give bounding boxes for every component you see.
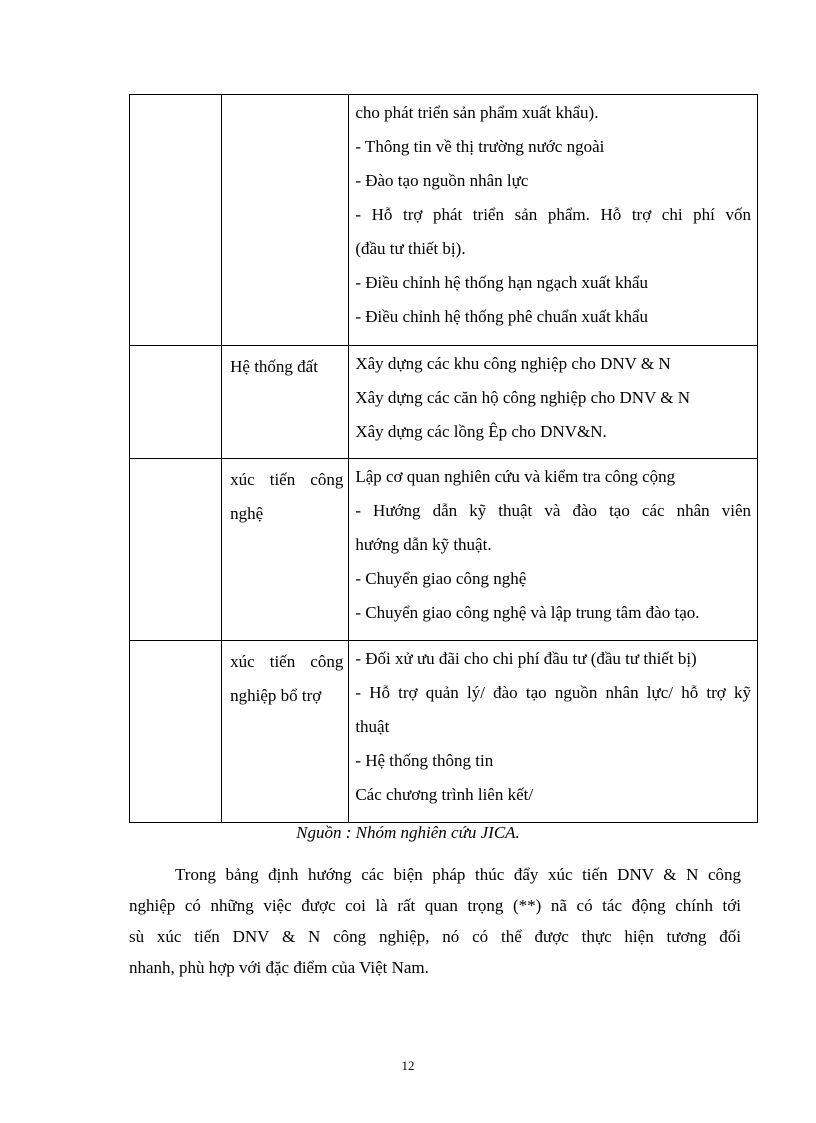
measure-line: - Đối xử ưu đãi cho chi phí đầu tư (đầu tư thiết bị) <box>355 649 697 668</box>
measure-line: Các chương trình liên kết/ <box>355 785 534 804</box>
measure-line: - Hỗ trợ phát triển sản phẩm. Hỗ trợ chi phí vốn <box>355 205 751 224</box>
measure-line: - Hỗ trợ quản lý/ đào tạo nguồn nhân lực/ hỗ trợ kỹ <box>355 683 751 702</box>
measure-line: thuật <box>355 717 390 736</box>
category-label: xúc tiến công <box>230 652 344 671</box>
measures-table <box>129 94 758 823</box>
empty-cell <box>130 95 222 346</box>
paragraph-line: Trong bảng định hướng các biện pháp thúc đẩy xúc tiến DNV & N công <box>175 865 741 884</box>
table-row <box>130 95 758 346</box>
measure-line: - Hệ thống thông tin <box>355 751 494 770</box>
empty-cell <box>130 459 222 641</box>
body-paragraph <box>129 859 741 983</box>
measure-line: Xây dựng các khu công nghiệp cho DNV & N <box>355 354 671 373</box>
category-label: Hệ thống đất <box>230 357 318 376</box>
measures-cell <box>349 95 758 346</box>
table-row <box>130 346 758 459</box>
category-label: nghệ <box>230 504 264 523</box>
paragraph-line: nghiệp có những việc được coi là rất quan trọng (**) nã có tác động chính tới <box>129 896 741 915</box>
paragraph-line: sù xúc tiến DNV & N công nghiệp, nó có thể được thực hiện tương đối <box>129 927 741 946</box>
measure-line: hướng dẫn kỹ thuật. <box>355 535 492 554</box>
measure-line: cho phát triển sản phẩm xuất khẩu). <box>355 103 599 122</box>
measure-line: - Điều chỉnh hệ thống hạn ngạch xuất khẩu <box>355 273 649 292</box>
category-label: nghiệp bổ trợ <box>230 686 322 705</box>
table-row <box>130 459 758 641</box>
page-number: 12 <box>401 1058 415 1073</box>
table-source-caption: Nguồn : Nhóm nghiên cứu JICA. <box>296 823 520 842</box>
measure-line: (đầu tư thiết bị). <box>355 239 466 258</box>
measure-line: Xây dựng các căn hộ công nghiệp cho DNV & N <box>355 388 690 407</box>
category-label: xúc tiến công <box>230 470 344 489</box>
paragraph-line: nhanh, phù hợp với đặc điểm của Việt Nam. <box>129 958 429 977</box>
measure-line: - Chuyển giao công nghệ và lập trung tâm đào tạo. <box>355 603 700 622</box>
category-cell <box>222 641 349 823</box>
measures-cell <box>349 346 758 459</box>
measures-cell <box>349 641 758 823</box>
measures-cell <box>349 459 758 641</box>
measure-line: Lập cơ quan nghiên cứu và kiểm tra công cộng <box>355 467 676 486</box>
measure-line: Xây dựng các lồng Êp cho DNV&N. <box>355 422 607 441</box>
measure-line: - Điều chỉnh hệ thống phê chuẩn xuất khẩu <box>355 307 649 326</box>
empty-cell <box>130 346 222 459</box>
category-cell <box>222 95 349 346</box>
category-cell <box>222 459 349 641</box>
measure-line: - Đào tạo nguồn nhân lực <box>355 171 529 190</box>
measure-line: - Hướng dẫn kỹ thuật và đào tạo các nhân viên <box>355 501 751 520</box>
measure-line: - Thông tin về thị trường nước ngoài <box>355 137 605 156</box>
table-row <box>130 641 758 823</box>
empty-cell <box>130 641 222 823</box>
category-cell <box>222 346 349 459</box>
measure-line: - Chuyển giao công nghệ <box>355 569 527 588</box>
